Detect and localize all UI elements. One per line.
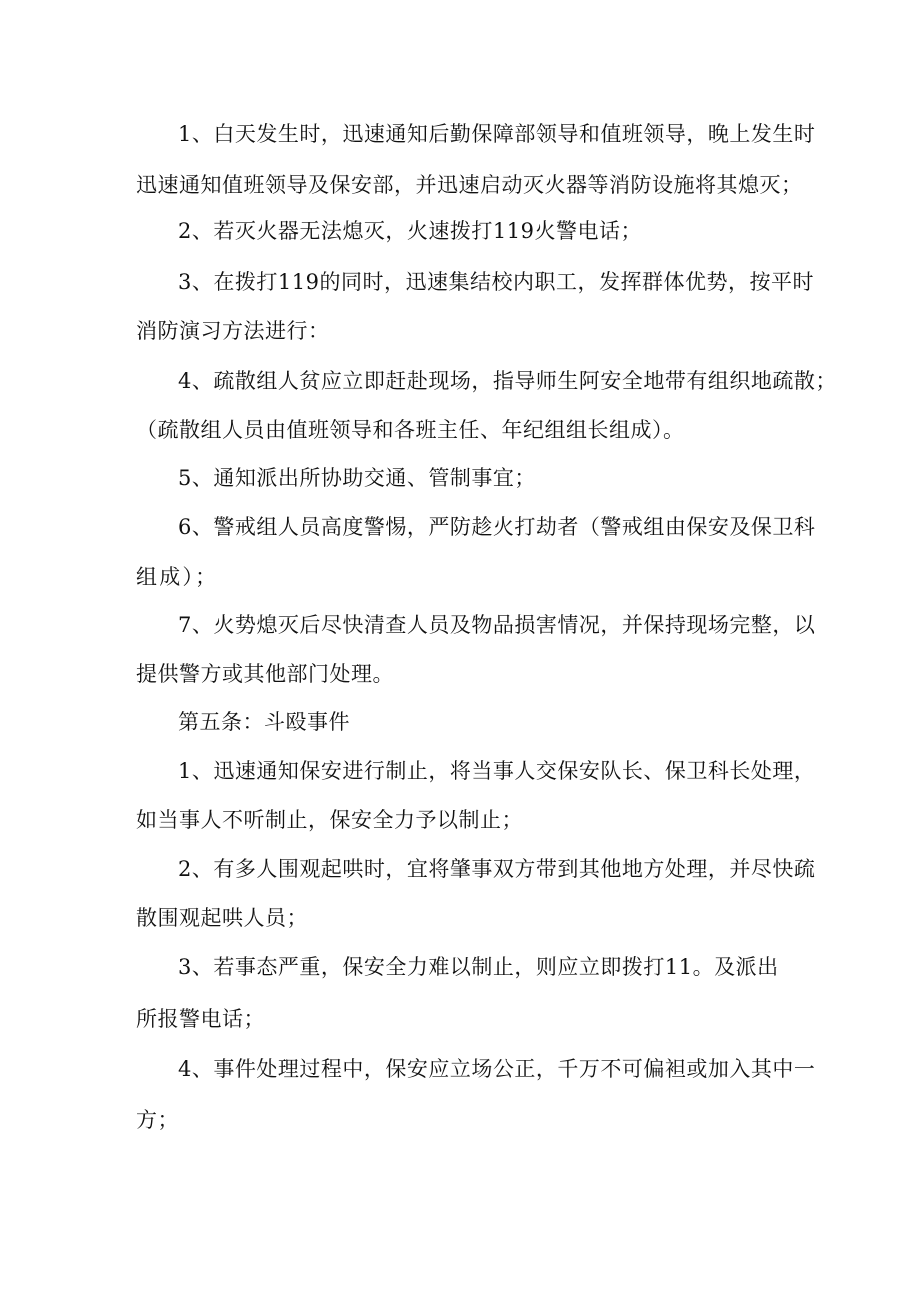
fire-item-6-line-1: 6、警戒组人员高度警惕，严防趁火打劫者（警戒组由保安及保卫科 — [178, 515, 816, 539]
fire-item-3-line-2: 消防演习方法进行： — [136, 319, 330, 343]
fire-item-1-line-2: 迅速通知值班领导及保安部，并迅速启动灭火器等消防设施将其熄灭； — [136, 173, 803, 197]
fight-item-1-line-2: 如当事人不听制止，保安全力予以制止； — [136, 808, 523, 832]
fire-item-1-line-1: 1、白天发生时，迅速通知后勤保障部领导和值班领导，晚上发生时 — [178, 122, 816, 146]
fight-item-2-line-2: 散围观起哄人员； — [136, 906, 308, 930]
fire-item-4-line-1: 4、疏散组人贫应立即赶赴现场，指导师生阿安全地带有组织地疏散； — [178, 369, 837, 393]
fight-item-4-line-2: 方； — [136, 1108, 179, 1132]
fight-item-4-line-1: 4、事件处理过程中，保安应立场公正，千万不可偏袒或加入其中一 — [178, 1057, 816, 1081]
fire-item-3-line-1: 3、在拨打119的同时，迅速集结校内职工，发挥群体优势，按平时 — [178, 270, 814, 294]
fight-item-1-line-1: 1、迅速通知保安进行制止，将当事人交保安队长、保卫科长处理， — [178, 759, 816, 783]
fight-item-3-line-1: 3、若事态严重，保安全力难以制止，则应立即拨打11。及派出 — [178, 955, 779, 979]
fire-item-5: 5、通知派出所协助交通、管制事宜； — [178, 466, 536, 490]
fight-item-2-line-1: 2、有多人围观起哄时，宜将肇事双方带到其他地方处理，并尽快疏 — [178, 857, 816, 881]
fire-item-7-line-2: 提供警方或其他部门处理。 — [136, 662, 394, 686]
fight-item-3-line-2: 所报警电话； — [136, 1007, 265, 1031]
fire-item-6-line-2: 组成）； — [136, 565, 219, 589]
fire-item-4-line-2: （疏散组人员由值班领导和各班主任、年纪组组长组成）。 — [136, 418, 685, 442]
fire-item-7-line-1: 7、火势熄灭后尽快清查人员及物品损害情况，并保持现场完整，以 — [178, 613, 816, 637]
section-heading-fight-incident: 第五条：斗殴事件 — [178, 710, 350, 734]
fire-item-2: 2、若灭火器无法熄灭，火速拨打119火警电话； — [178, 219, 642, 243]
